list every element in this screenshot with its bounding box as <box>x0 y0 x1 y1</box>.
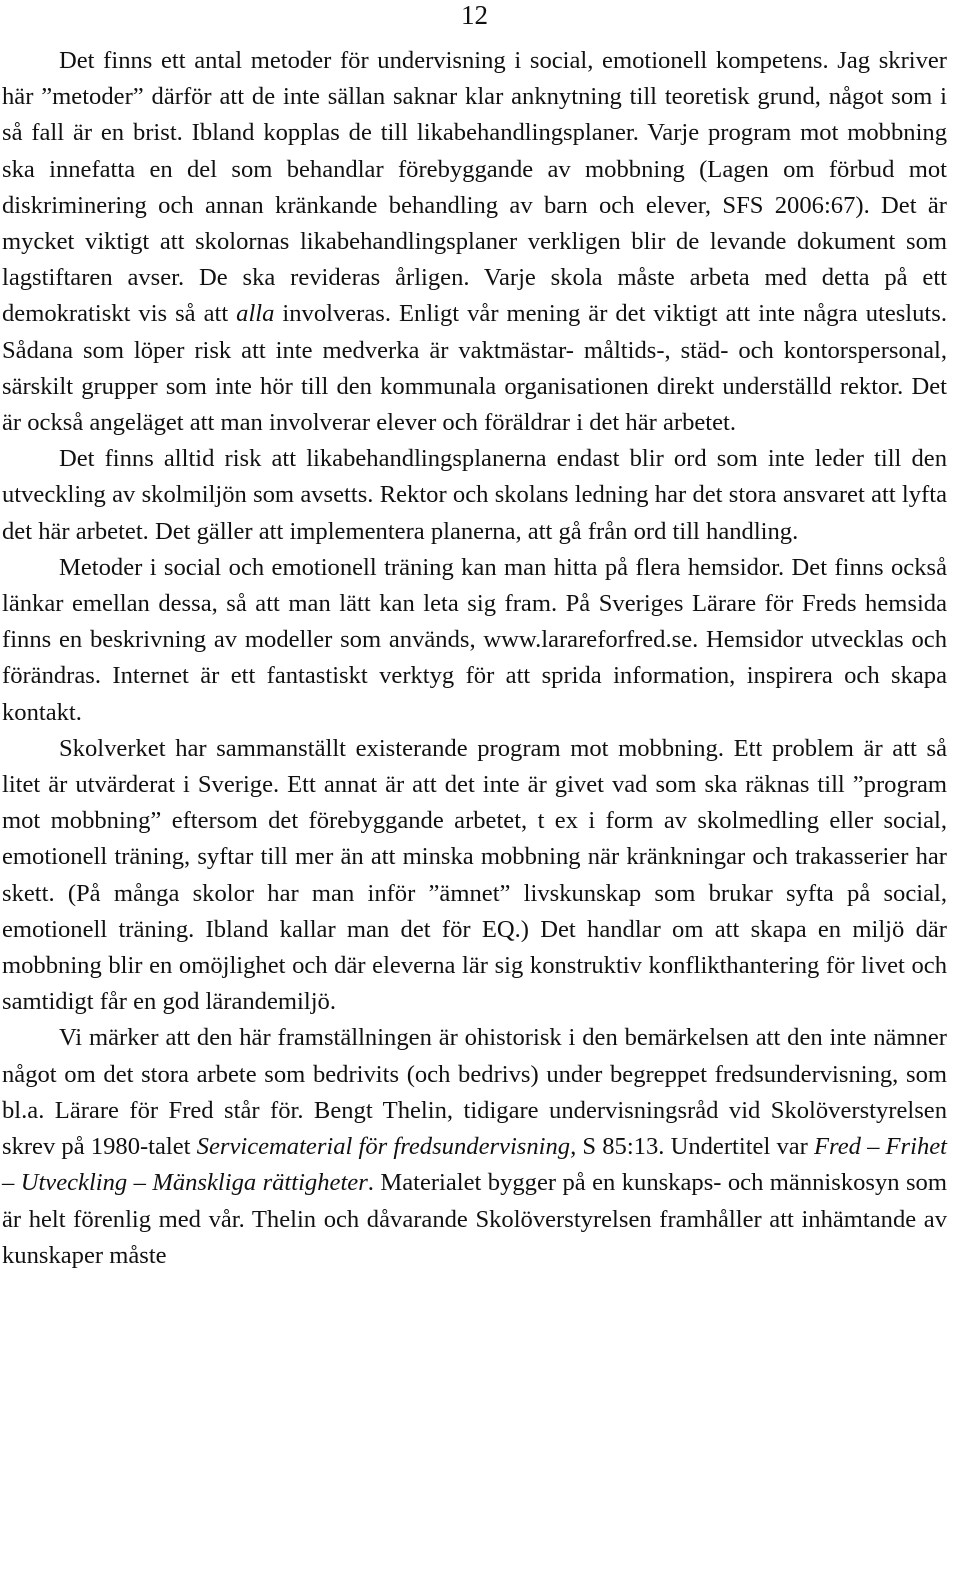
text-run: . Materialet bygger på en kunskaps- och människosyn som är helt förenlig med vår. Thelin och dåvarande Skolöverstyrelsen framhåller att inhämtande av kunskaper måste <box>2 1169 947 1269</box>
text-run: Vi märker att den här framställningen är ohistorisk i den bemärkelsen att den inte nämner något om det stora arbete som bedrivits (och bedrivs) under begreppet fredsundervisning, som bl.a. Lärare för Fred står för. Bengt Thelin, tidigare undervisningsråd vid Skolöverstyrelsen skrev på 1980-talet <box>2 1024 947 1161</box>
text-run: Skolverket har sammanställt existerande program mot mobbning. Ett problem är att så litet är utvärderat i Sverige. Ett annat är att det inte är givet vad som ska räknas till ”program mot mobbning” eftersom det förebyggande arbetet, t ex i form av skolmedling eller social, emotionell träning, syftar till mer än att minska mobbning när kränkningar och trakasserier har skett. (På många skolor har man inför ”ämnet” livskunskap som brukar syfta på social, emotionell träning. Ibland kallar man det för EQ.) Det handlar om att skapa en miljö där mobbning blir en omöjlighet och där eleverna lär sig konstruktiv konflikthantering för livet och samtidigt får en god lärandemiljö. <box>2 734 947 1016</box>
italic-text: alla <box>236 300 275 328</box>
text-run: Det finns alltid risk att likabehandlingsplanerna endast blir ord som inte leder till den utveckling av skolmiljön som avsetts. Rektor och skolans ledning har det stora ansvaret att lyfta det här arbetet. Det gäller att implementera planerna, att gå från ord till handling. <box>2 445 947 545</box>
paragraph <box>2 441 947 550</box>
paragraph <box>2 731 947 1021</box>
page-number: 12 <box>461 0 488 30</box>
italic-text: Servicematerial för fredsundervisning, <box>196 1133 577 1161</box>
text-run: involveras. Enligt vår mening är det viktigt att inte några utesluts. Sådana som löper risk att inte medverka är vaktmästar- måltids-, städ- och kontorspersonal, särskilt grupper som inte hör till den kommunala organisationen direkt underställd rektor. Det är också angeläget att man involverar elever och föräldrar i det här arbetet. <box>2 300 947 437</box>
paragraph <box>2 550 947 731</box>
italic-text: Fred – Frihet – Utveckling – Mänskliga rättigheter <box>2 1133 947 1197</box>
paragraph <box>2 1020 947 1273</box>
text-run: S 85:13. Undertitel var <box>576 1133 815 1161</box>
text-run: Metoder i social och emotionell träning kan man hitta på flera hemsidor. Det finns också länkar emellan dessa, så att man lätt kan leta sig fram. På Sveriges Lärare för Freds hemsida finns en beskrivning av modeller som används, www.larareforfred.se. Hemsidor utvecklas och förändras. Internet är ett fantastiskt verktyg för att sprida information, inspirera och skapa kontakt. <box>2 553 947 726</box>
body-text <box>2 43 947 1274</box>
paragraph <box>2 43 947 441</box>
text-run: Det finns ett antal metoder för undervisning i social, emotionell kompetens. Jag skriver här ”metoder” därför att de inte sällan saknar klar anknytning till teoretisk grund, något som i så fall är en brist. Ibland kopplas de till likabehandlingsplaner. Varje program mot mobbning ska innefatta en del som behandlar förebyggande av mobbning (Lagen om förbud mot diskriminering och annan kränkande behandling av barn och elever, SFS 2006:67). Det är mycket viktigt att skolornas likabehandlingsplaner verkligen blir de levande dokument som lagstiftaren avser. De ska revideras årligen. Varje skola måste arbeta med detta på ett demokratiskt vis så att <box>2 47 947 328</box>
